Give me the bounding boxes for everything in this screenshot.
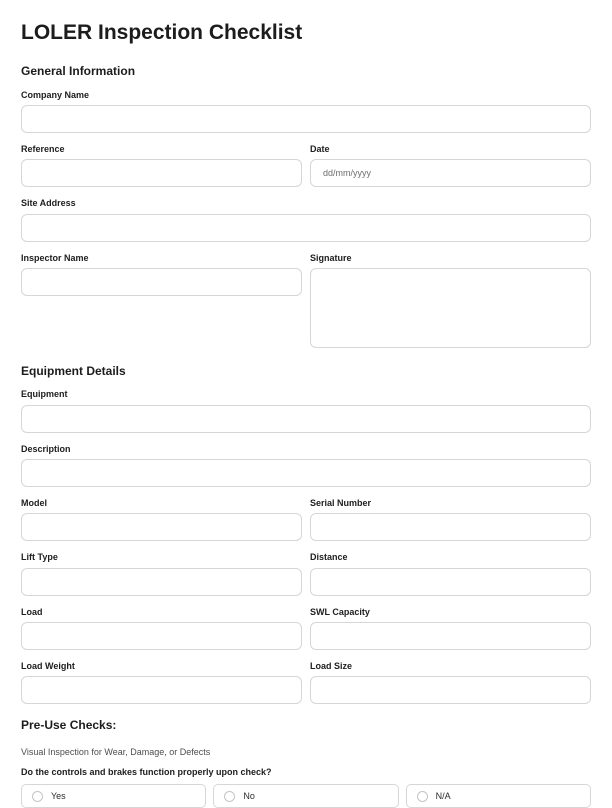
load-input[interactable] xyxy=(21,622,302,650)
reference-label: Reference xyxy=(21,143,65,154)
field-description xyxy=(21,444,591,487)
section-heading-general-information: General Information xyxy=(21,64,136,79)
field-inspector-name xyxy=(21,253,302,296)
swl-capacity-input[interactable] xyxy=(310,622,591,650)
lift-type-input[interactable] xyxy=(21,568,302,596)
radio-option-na[interactable] xyxy=(406,784,591,808)
radio-circle-icon xyxy=(32,791,43,802)
load-size-label: Load Size xyxy=(310,661,353,672)
load-weight-label: Load Weight xyxy=(21,661,75,672)
serial-number-label: Serial Number xyxy=(310,497,372,508)
radio-option-no[interactable] xyxy=(213,784,398,808)
date-input[interactable] xyxy=(310,159,591,187)
field-serial-number xyxy=(310,498,591,541)
serial-number-input[interactable] xyxy=(310,513,591,541)
distance-label: Distance xyxy=(310,552,348,563)
signature-label: Signature xyxy=(310,252,352,263)
field-swl-capacity xyxy=(310,607,591,650)
radio-circle-icon xyxy=(417,791,428,802)
field-signature xyxy=(310,253,591,348)
field-lift-type xyxy=(21,552,302,595)
equipment-label: Equipment xyxy=(21,389,68,400)
controls-brakes-question: Do the controls and brakes function properly upon check? xyxy=(21,766,272,777)
visual-inspection-subtext: Visual Inspection for Wear, Damage, or Defects xyxy=(21,746,211,757)
radio-option-na-label: N/A xyxy=(435,790,451,801)
field-distance xyxy=(310,552,591,595)
field-model xyxy=(21,498,302,541)
description-input[interactable] xyxy=(21,459,591,487)
distance-input[interactable] xyxy=(310,568,591,596)
radio-option-no-label: No xyxy=(243,790,255,801)
inspector-name-input[interactable] xyxy=(21,268,302,296)
field-reference xyxy=(21,144,302,187)
description-label: Description xyxy=(21,443,71,454)
radio-option-yes[interactable] xyxy=(21,784,206,808)
company-name-input[interactable] xyxy=(21,105,591,133)
radio-circle-icon xyxy=(224,791,235,802)
field-date xyxy=(310,144,591,187)
inspector-name-label: Inspector Name xyxy=(21,252,89,263)
field-load-size xyxy=(310,661,591,704)
field-site-address xyxy=(21,198,591,241)
field-equipment xyxy=(21,389,591,432)
equipment-input[interactable] xyxy=(21,405,591,433)
lift-type-label: Lift Type xyxy=(21,552,58,563)
model-input[interactable] xyxy=(21,513,302,541)
swl-capacity-label: SWL Capacity xyxy=(310,606,370,617)
reference-input[interactable] xyxy=(21,159,302,187)
site-address-label: Site Address xyxy=(21,198,76,209)
field-company-name xyxy=(21,90,591,133)
field-load xyxy=(21,607,302,650)
load-label: Load xyxy=(21,606,43,617)
model-label: Model xyxy=(21,497,47,508)
load-size-input[interactable] xyxy=(310,676,591,704)
section-heading-pre-use-checks: Pre-Use Checks: xyxy=(21,718,117,733)
controls-brakes-options xyxy=(21,784,591,808)
load-weight-input[interactable] xyxy=(21,676,302,704)
signature-pad[interactable] xyxy=(310,268,591,348)
date-label: Date xyxy=(310,143,330,154)
field-load-weight xyxy=(21,661,302,704)
site-address-input[interactable] xyxy=(21,214,591,242)
page-title: LOLER Inspection Checklist xyxy=(21,21,303,44)
radio-option-yes-label: Yes xyxy=(51,790,66,801)
company-name-label: Company Name xyxy=(21,89,90,100)
section-heading-equipment-details: Equipment Details xyxy=(21,363,126,378)
